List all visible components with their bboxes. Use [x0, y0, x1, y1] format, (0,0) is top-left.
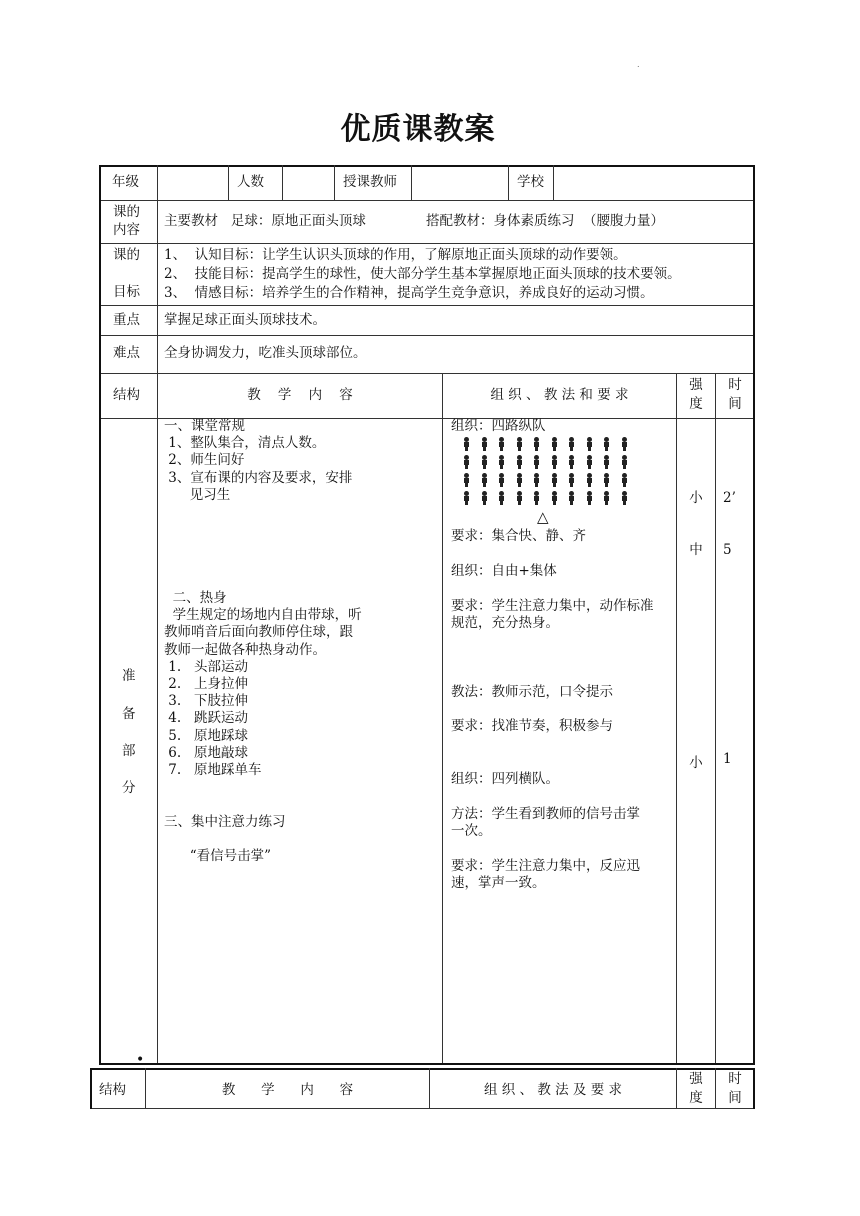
key-point-label: 重点 [113, 312, 140, 328]
method-block: 要求：学生注意力集中，动作标准 规范，充分热身。 [451, 598, 654, 631]
student-figure-icon [550, 455, 559, 468]
student-figure-icon [585, 437, 594, 450]
content-line: 2、师生问好 [164, 452, 245, 469]
footer-intensity-header-2: 度 [689, 1090, 703, 1106]
method-block: 组织：自由+集体 [451, 563, 557, 579]
method-block: 要求：集合快、静、齐 [451, 528, 586, 544]
student-figure-icon [585, 491, 594, 504]
goals-label-2: 目标 [113, 284, 140, 300]
method-block: 组织：四列横队。 [451, 771, 559, 787]
content-line: 7. 原地踩单车 [164, 762, 262, 778]
method-block: 要求：学生注意力集中，反应迅 速，掌声一致。 [451, 858, 640, 891]
student-figure-icon [567, 455, 576, 468]
footer-time-header-1: 时 [728, 1071, 742, 1087]
time-header-1: 时 [728, 377, 742, 393]
student-figure-icon [567, 473, 576, 486]
content-line: 教师一起做各种热身动作。 [164, 641, 326, 658]
student-figure-icon [462, 473, 471, 486]
student-figure-icon [480, 473, 489, 486]
student-figure-icon [585, 455, 594, 468]
content-line: 2. 上身拉伸 [164, 676, 249, 692]
time-value: 2’ [723, 490, 736, 506]
section-label-char: 准 [122, 668, 136, 684]
corner-mark: . [637, 60, 640, 69]
student-figure-icon [602, 455, 611, 468]
time-value: 5 [723, 542, 732, 558]
content-line: 3、宣布课的内容及要求，安排 [164, 469, 353, 486]
footer-content-header: 教 学 内 容 [221, 1082, 354, 1098]
student-figure-icon [515, 473, 524, 486]
intensity-value: 小 [689, 755, 703, 771]
method-block: 教法：教师示范，口令提示 [451, 684, 613, 700]
difficulty-text: 全身协调发力，吃准头顶球部位。 [164, 345, 367, 361]
student-figure-icon [602, 473, 611, 486]
student-figure-icon [462, 491, 471, 504]
student-figure-icon [620, 437, 629, 450]
student-figure-icon [532, 437, 541, 450]
student-figure-icon [480, 455, 489, 468]
bullet-mark: • [136, 1052, 145, 1068]
student-figure-icon [602, 437, 611, 450]
student-figure-icon [532, 491, 541, 504]
student-figure-icon [620, 455, 629, 468]
method-block: 要求：找准节奏，积极参与 [451, 718, 613, 734]
content-header: 教 学 内 容 [247, 387, 353, 403]
student-figure-icon [567, 491, 576, 504]
content-line: 见习生 [164, 486, 231, 503]
footer-time-header-2: 间 [728, 1090, 742, 1106]
student-figure-icon [515, 491, 524, 504]
student-figure-icon [515, 437, 524, 450]
student-figure-icon [497, 473, 506, 486]
student-figure-icon [550, 491, 559, 504]
teacher-label: 授课教师 [343, 174, 397, 190]
content-label-2: 内容 [113, 222, 140, 238]
section-label-char: 备 [122, 706, 136, 722]
method-block: 方法：学生看到教师的信号击掌 一次。 [451, 806, 640, 839]
student-figure-icon [532, 455, 541, 468]
content-line: 三、集中注意力练习 [164, 813, 286, 830]
content-line: “看信号击掌” [164, 848, 272, 864]
footer-intensity-header-1: 强 [689, 1071, 703, 1087]
method-header: 组 织 、 教 法 和 要 求 [490, 387, 629, 403]
content-line: 3. 下肢拉伸 [164, 693, 249, 710]
difficulty-label: 难点 [113, 345, 140, 361]
page-title: 优质课教案 [340, 112, 496, 147]
goal-item: 3、 情感目标：培养学生的合作精神，提高学生竞争意识，养成良好的运动习惯。 [164, 285, 654, 301]
student-count-label: 人数 [237, 174, 264, 190]
student-figure-icon [567, 437, 576, 450]
structure-header: 结构 [113, 387, 140, 403]
section-label-char: 部 [122, 743, 136, 759]
key-point-text: 掌握足球正面头顶球技术。 [164, 312, 326, 328]
student-figure-icon [462, 437, 471, 450]
footer-method-header: 组 织 、 教 法 及 要 求 [483, 1082, 623, 1098]
student-figure-icon [550, 437, 559, 450]
student-figure-icon [497, 455, 506, 468]
intensity-value: 中 [689, 542, 703, 558]
intensity-value: 小 [689, 490, 703, 506]
grade-label: 年级 [112, 174, 139, 190]
content-line: 4. 跳跃运动 [164, 710, 249, 727]
content-line: 学生规定的场地内自由带球，听 [164, 607, 362, 624]
student-figure-icon [515, 455, 524, 468]
content-line: 1、整队集合，清点人数。 [164, 435, 326, 452]
time-value: 1 [723, 751, 732, 767]
content-line: 一、课堂常规 [164, 418, 245, 434]
student-figure-icon [462, 455, 471, 468]
content-label-1: 课的 [113, 204, 140, 220]
time-header-2: 间 [728, 396, 742, 412]
student-figure-icon [480, 437, 489, 450]
student-figure-icon [497, 437, 506, 450]
intensity-header-2: 度 [689, 396, 703, 412]
content-line: 5. 原地踩球 [164, 727, 249, 744]
student-figure-icon [602, 491, 611, 504]
student-figure-icon [532, 473, 541, 486]
intensity-header-1: 强 [689, 377, 703, 393]
student-figure-icon [497, 491, 506, 504]
student-figure-icon [480, 491, 489, 504]
goal-item: 2、 技能目标：提高学生的球性，使大部分学生基本掌握原地正面头顶球的技术要领。 [164, 266, 681, 282]
content-line: 教师哨音后面向教师停住球，跟 [164, 624, 353, 641]
goal-item: 1、 认知目标：让学生认识头顶球的作用，了解原地正面头顶球的动作要领。 [164, 247, 627, 263]
content-line: 1. 头部运动 [164, 658, 249, 675]
section-label-char: 分 [122, 780, 136, 796]
school-label: 学校 [517, 174, 544, 190]
teacher-triangle-icon: △ [537, 508, 549, 526]
lesson-content-text: 主要教材 足球：原地正面头顶球 搭配教材：身体素质练习 （腰腹力量） [164, 213, 665, 229]
org-title: 组织：四路纵队 [451, 418, 546, 434]
student-figure-icon [620, 473, 629, 486]
student-figure-icon [585, 473, 594, 486]
student-figure-icon [550, 473, 559, 486]
goals-label-1: 课的 [113, 247, 140, 263]
footer-structure-header: 结构 [99, 1082, 126, 1098]
content-line: 二、热身 [164, 590, 227, 606]
student-figure-icon [620, 491, 629, 504]
content-line: 6. 原地敲球 [164, 744, 249, 761]
